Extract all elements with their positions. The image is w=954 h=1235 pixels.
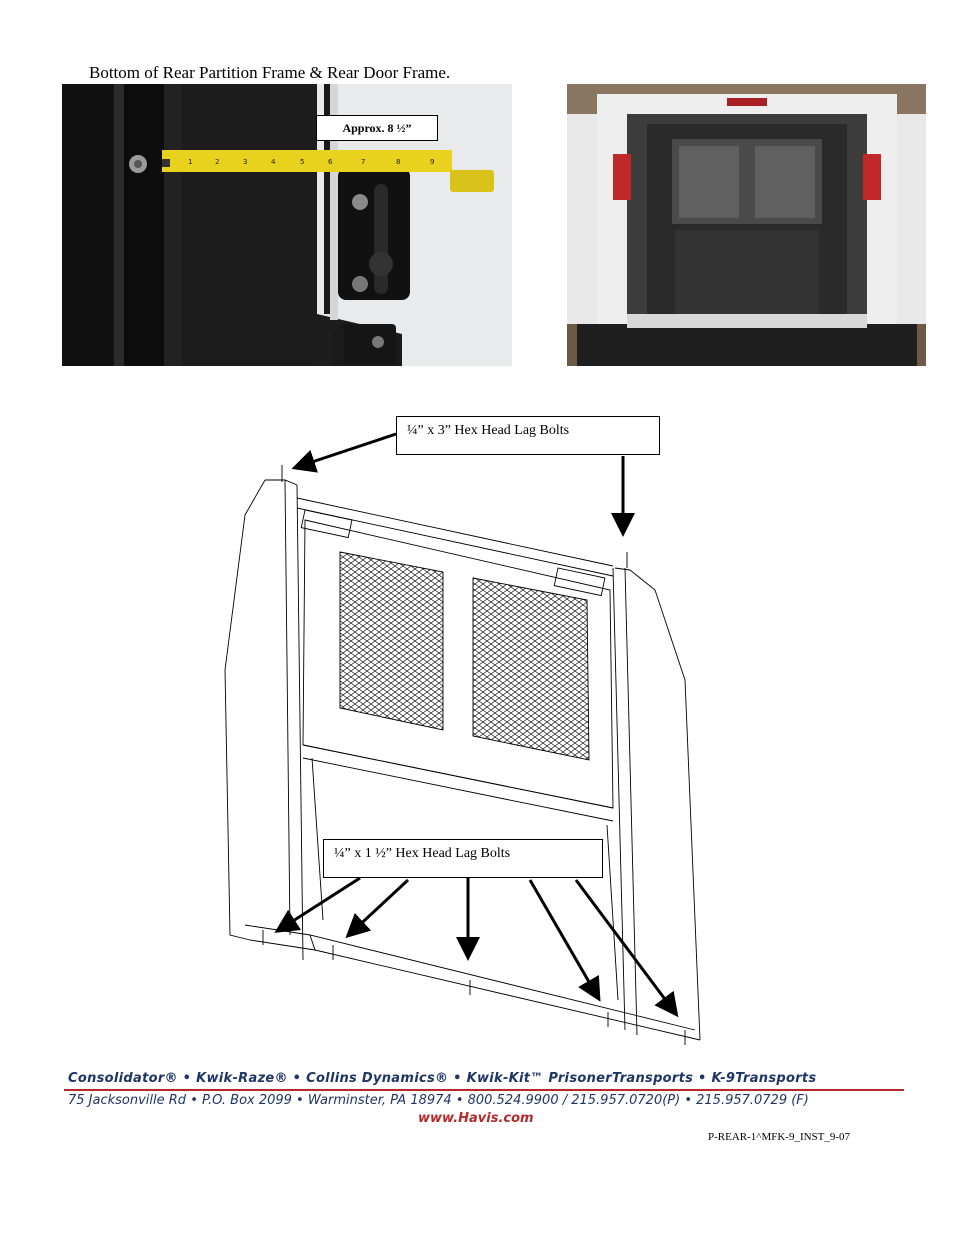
footer-url-link[interactable]: www.Havis.com: [418, 1111, 534, 1126]
photo-tape-measure: [62, 84, 512, 366]
svg-text:6: 6: [328, 158, 333, 166]
svg-text:5: 5: [300, 158, 305, 166]
page-caption: Bottom of Rear Partition Frame & Rear Door Frame.: [89, 63, 451, 82]
svg-text:7: 7: [361, 158, 366, 166]
document-code: P-REAR-1^MFK-9_INST_9-07: [708, 1131, 851, 1143]
svg-text:3: 3: [243, 158, 248, 166]
photo-van-rear: [567, 84, 926, 366]
svg-text:1: 1: [188, 158, 193, 166]
measurement-label: Approx. 8 ½”: [316, 115, 438, 141]
van-rear-photo-illustration: [567, 84, 926, 366]
callout-top-bolts: ¼” x 3” Hex Head Lag Bolts: [396, 416, 660, 455]
partition-line-drawing: [215, 440, 715, 1060]
footer-brands: Consolidator® • Kwik-Raze® • Collins Dynamics® • Kwik-Kit™ PrisonerTransports • K-9Transports: [68, 1071, 817, 1086]
partition-diagram: [215, 440, 715, 1060]
svg-text:9: 9: [430, 158, 435, 166]
tape-measure-photo-illustration: [62, 84, 512, 366]
svg-text:2: 2: [215, 158, 220, 166]
footer-address: 75 Jacksonville Rd • P.O. Box 2099 • Warminster, PA 18974 • 800.524.9900 / 215.957.0720(P) • 215.957.0729 (F): [68, 1093, 809, 1108]
footer-divider: [64, 1089, 904, 1091]
svg-text:4: 4: [271, 158, 276, 166]
callout-bottom-bolts: ¼” x 1 ½” Hex Head Lag Bolts: [323, 839, 603, 878]
svg-text:8: 8: [396, 158, 401, 166]
